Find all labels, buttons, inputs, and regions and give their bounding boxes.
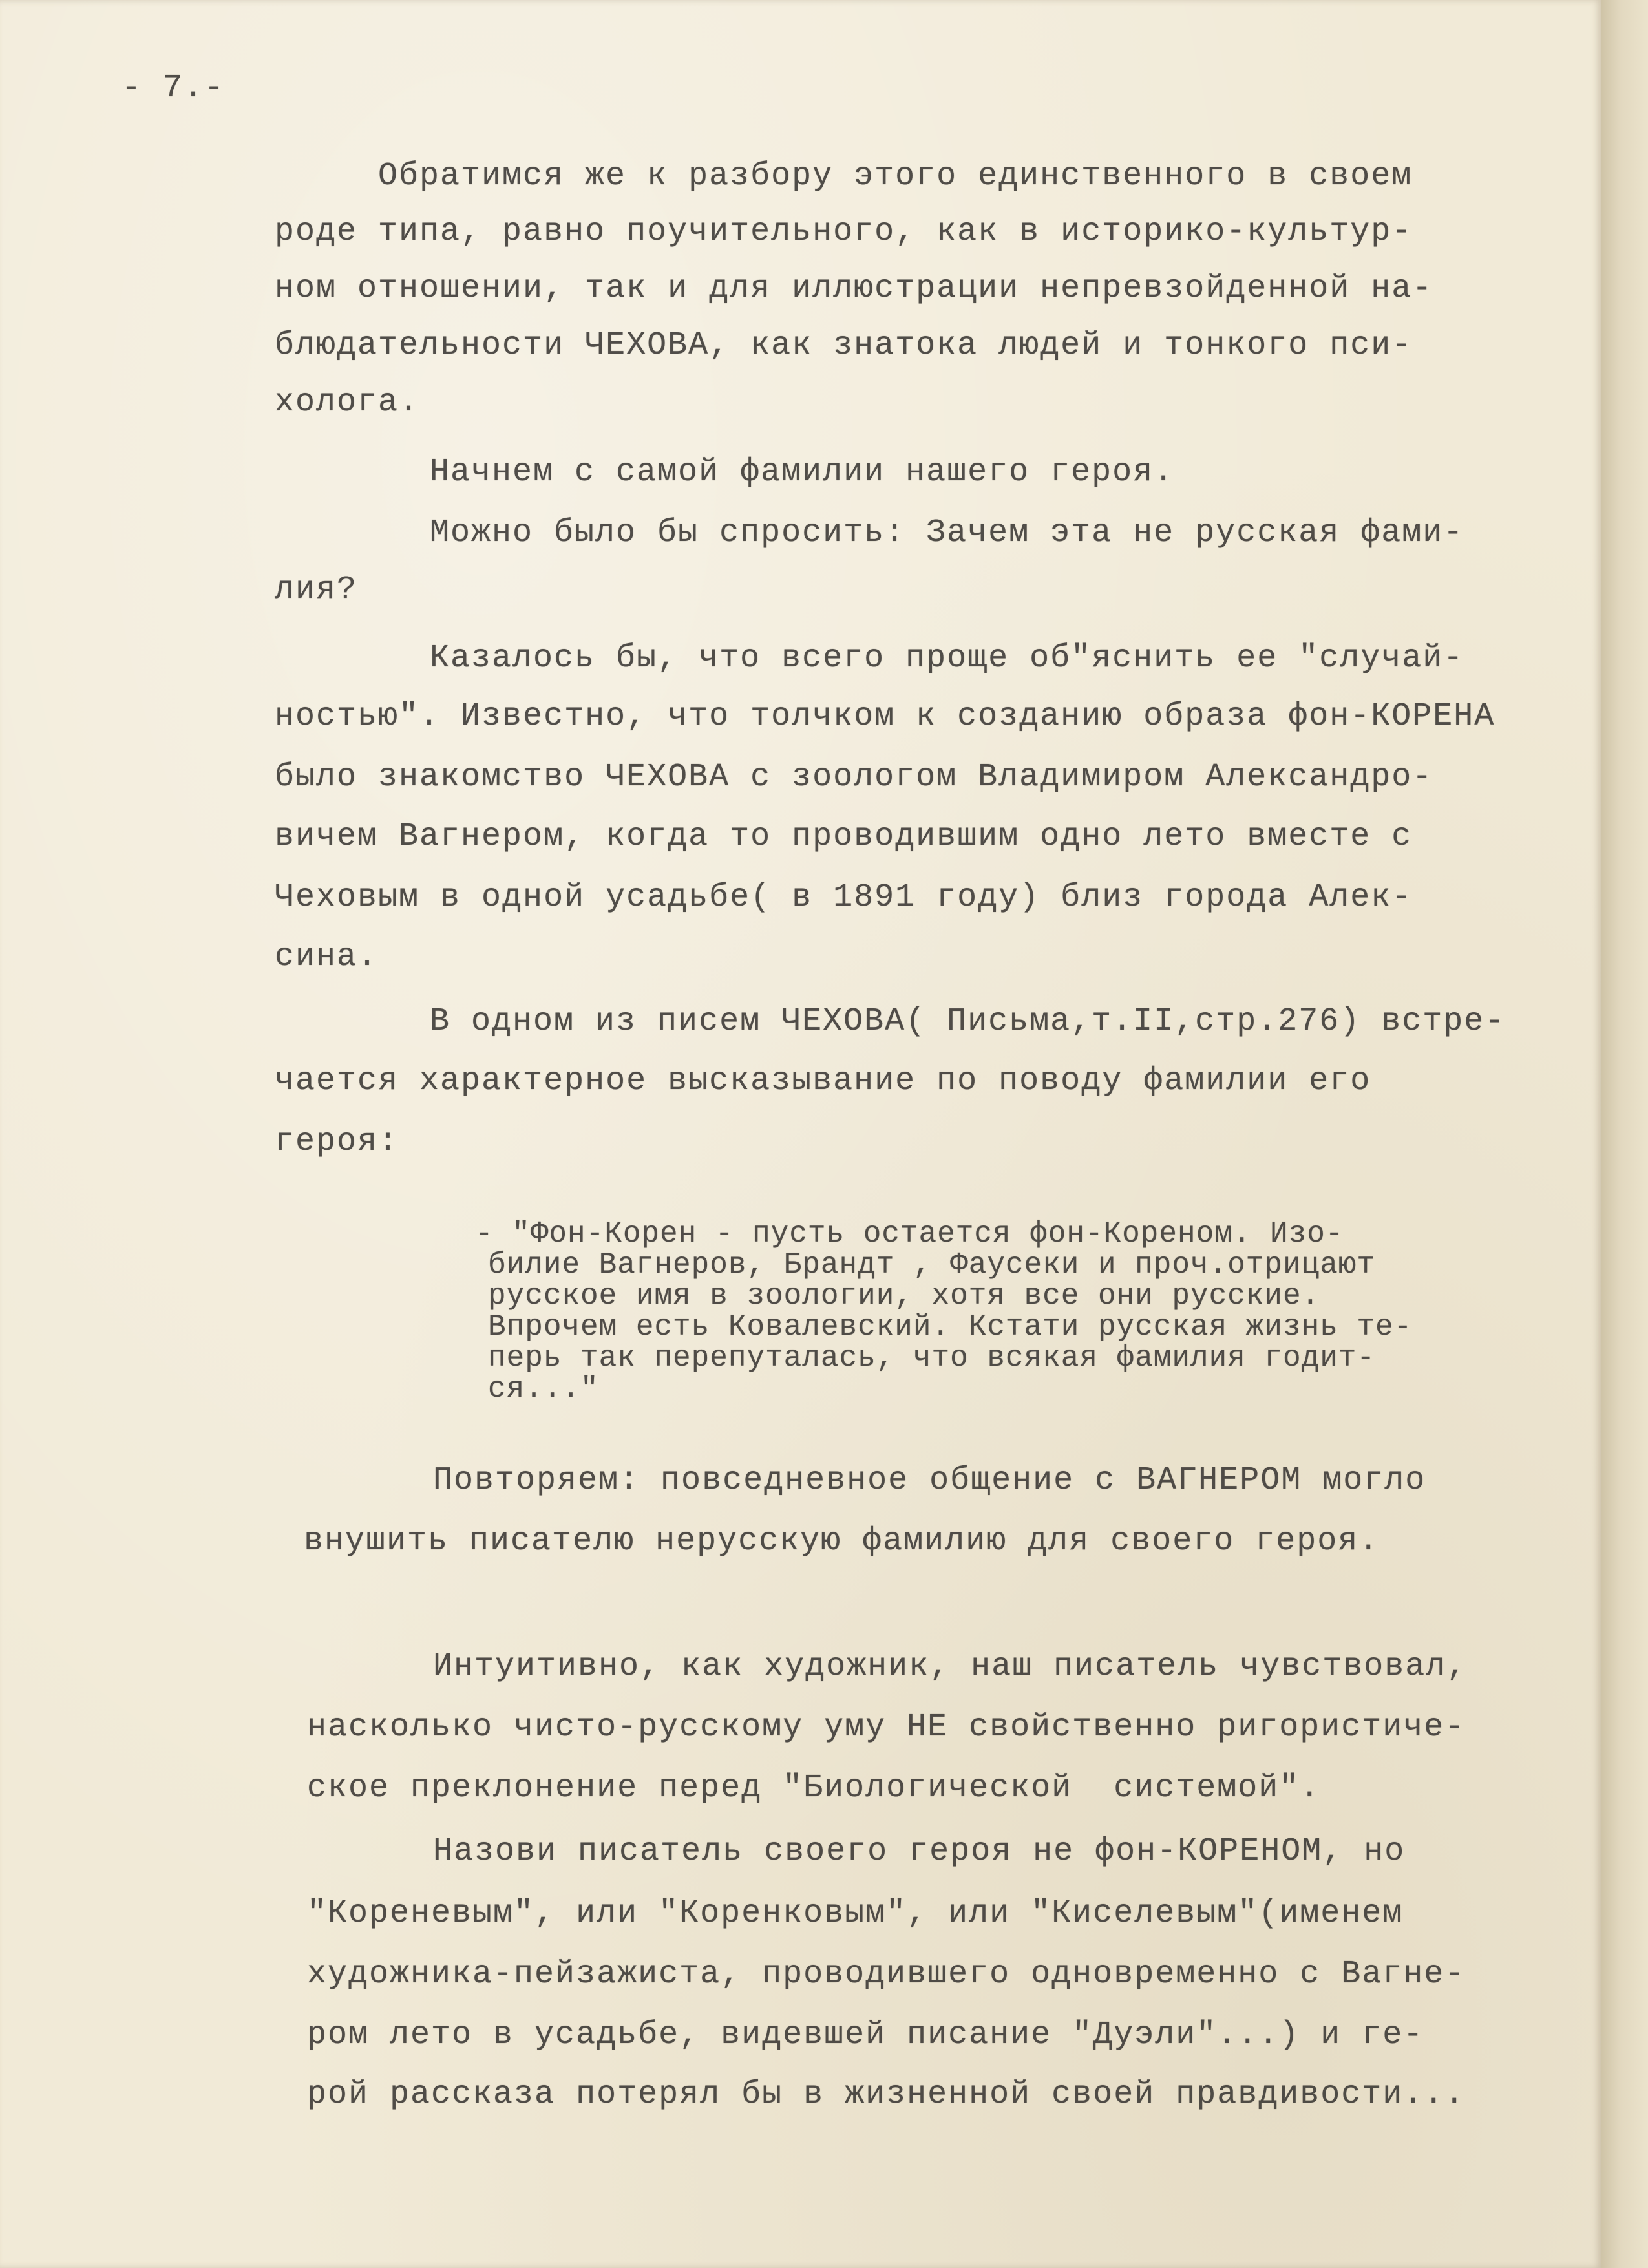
text-line: роде типа, равно поучительного, как в историко-культур- — [275, 213, 1413, 250]
text-line: Начнем с самой фамилии нашего героя. — [430, 454, 1175, 491]
text-line: ское преклонение перед "Биологической системой". — [307, 1770, 1321, 1807]
text-line: чается характерное высказывание по поводу фамилии его — [275, 1063, 1371, 1099]
text-line: В одном из писем ЧЕХОВА( Письма,т.II,стр.276) встре- — [430, 1003, 1506, 1040]
text-line: сина. — [275, 938, 379, 975]
text-line: холога. — [275, 384, 420, 421]
text-line: рой рассказа потерял бы в жизненной своей правдивости... — [307, 2076, 1466, 2113]
text-line: ром лето в усадьбе, видевшей писание "Дуэли"...) и ге- — [307, 2017, 1424, 2053]
text-line: внушить писателю нерусскую фамилию для своего героя. — [304, 1523, 1380, 1560]
quote-line: русское имя в зоологии, хотя все они русские. — [488, 1279, 1320, 1313]
quote-line: - "Фон-Корен - пусть остается фон-Кореном. Изо- — [475, 1217, 1344, 1251]
quote-line: перь так перепуталась, что всякая фамилия годит- — [488, 1341, 1376, 1375]
quote-line: ся..." — [488, 1372, 599, 1406]
text-line: художника-пейзажиста, проводившего одновременно с Вагне- — [307, 1956, 1466, 1993]
text-line: "Кореневым", или "Коренковым", или "Киселевым"(именем — [307, 1895, 1404, 1932]
text-line: Обратимся же к разбору этого единственного в своем — [378, 158, 1413, 195]
page-number: - 7.- — [121, 70, 226, 107]
quote-line: билие Вагнеров, Брандт , Фаусеки и проч.отрицают — [488, 1248, 1376, 1282]
text-line: Повторяем: повседневное общение с ВАГНЕРОМ могло — [433, 1462, 1426, 1499]
text-line: блюдательности ЧЕХОВА, как знатока людей и тонкого пси- — [275, 327, 1413, 364]
text-line: Назови писатель своего героя не фон-КОРЕНОМ, но — [433, 1833, 1406, 1870]
text-line: ном отношении, так и для иллюстрации непревзойденной на- — [275, 270, 1433, 307]
text-line: героя: — [275, 1123, 399, 1160]
text-line: лия? — [275, 571, 358, 608]
quote-line: Впрочем есть Ковалевский. Кстати русская жизнь те- — [488, 1310, 1413, 1344]
text-line: насколько чисто-русскому уму НЕ свойственно ригористиче- — [307, 1709, 1466, 1746]
text-line: Можно было бы спросить: Зачем эта не русская фами- — [430, 514, 1464, 551]
text-line: вичем Вагнером, когда то проводившим одно лето вместе с — [275, 818, 1413, 855]
text-line: ностью". Известно, что толчком к созданию образа фон-КОРЕНА — [275, 698, 1495, 735]
text-line: было знакомство ЧЕХОВА с зоологом Владимиром Александро- — [275, 759, 1433, 796]
text-line: Казалось бы, что всего проще об"яснить ее "случай- — [430, 640, 1464, 677]
text-line: Чеховым в одной усадьбе( в 1891 году) близ города Алек- — [275, 879, 1413, 916]
text-line: Интуитивно, как художник, наш писатель чувствовал, — [433, 1648, 1468, 1685]
page-edge-strip — [1601, 0, 1648, 2268]
